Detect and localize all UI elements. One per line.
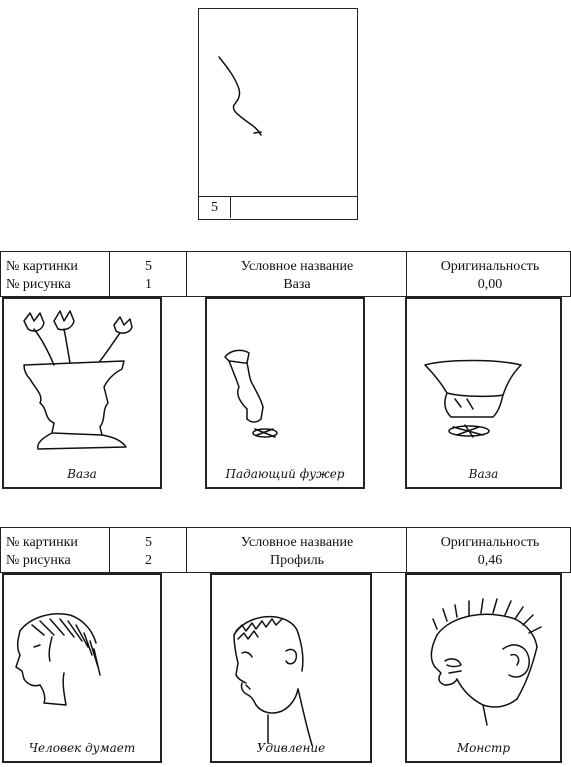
- drawing-caption: Человек думает: [28, 741, 136, 755]
- originality-value: 0,00: [477, 277, 503, 292]
- originality-cell: [406, 252, 571, 296]
- picture-drawing-labels: [1, 252, 114, 296]
- drawing-card-falling-glass: [205, 297, 365, 489]
- stimulus-card: [198, 8, 358, 220]
- falling-glass-drawing: [207, 299, 363, 487]
- drawing-caption: Ваза: [468, 467, 499, 481]
- drawing-number-label: № рисунка: [6, 277, 71, 292]
- vase-with-flowers-drawing: [4, 299, 160, 487]
- originality-value: 0,46: [477, 553, 503, 568]
- conventional-name-header: Условное название: [240, 259, 354, 274]
- drawing-caption: Падающий фужер: [225, 467, 345, 481]
- vase-drawing: [407, 299, 560, 487]
- drawing-card-monster: [405, 573, 562, 763]
- number-values: [109, 252, 187, 296]
- drawing-card-surprise: [210, 573, 372, 763]
- number-values: [109, 528, 187, 572]
- info-table-1: [0, 251, 571, 297]
- surprised-profile-drawing: [212, 575, 370, 761]
- drawing-card-vase-1: [2, 297, 162, 489]
- picture-number-value: 5: [145, 535, 152, 550]
- drawing-caption: Ваза: [67, 467, 97, 481]
- drawing-number-value: 2: [145, 553, 152, 568]
- conventional-name-value: Профиль: [269, 553, 325, 568]
- originality-cell: [406, 528, 571, 572]
- conventional-name-header: Условное название: [240, 535, 354, 550]
- originality-header: Оригинальность: [440, 535, 540, 550]
- drawing-card-vase-2: [405, 297, 562, 489]
- drawing-caption: Монстр: [456, 741, 511, 755]
- drawing-number-value: 1: [145, 277, 152, 292]
- drawing-card-thinking-man: [2, 573, 162, 763]
- info-table-2: [0, 527, 571, 573]
- conventional-name-cell: [186, 528, 407, 572]
- thinking-man-profile-drawing: [4, 575, 160, 761]
- picture-number-label: № картинки: [6, 259, 78, 274]
- drawing-number-label: № рисунка: [6, 553, 71, 568]
- picture-drawing-labels: [1, 528, 114, 572]
- conventional-name-cell: [186, 252, 407, 296]
- stimulus-footer: [199, 196, 357, 219]
- drawing-caption: Удивление: [256, 741, 326, 755]
- picture-number-value: 5: [145, 259, 152, 274]
- stimulus-number: 5: [199, 197, 231, 218]
- monster-profile-drawing: [407, 575, 560, 761]
- stimulus-line-drawing: [199, 9, 357, 219]
- originality-header: Оригинальность: [440, 259, 540, 274]
- picture-number-label: № картинки: [6, 535, 78, 550]
- conventional-name-value: Ваза: [283, 277, 311, 292]
